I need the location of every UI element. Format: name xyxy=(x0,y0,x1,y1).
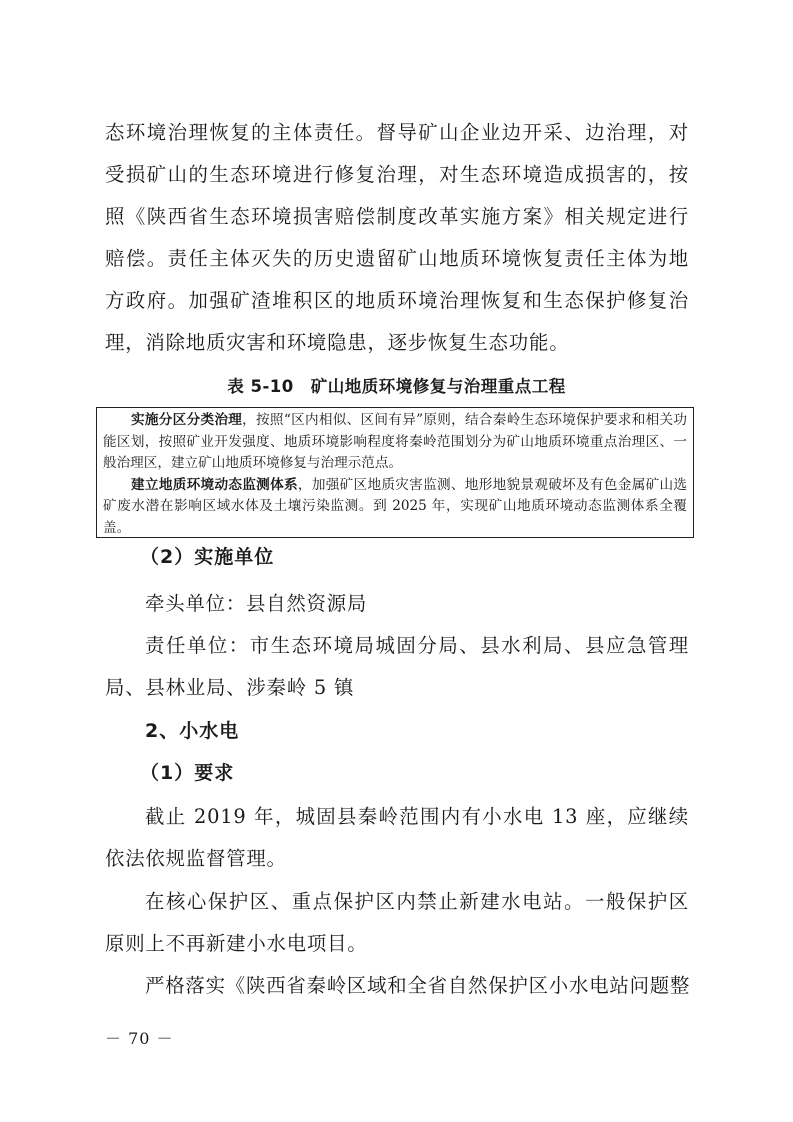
table-row-monitoring-text: ，加强矿区地质灾害监测、地形地貌景观破坏及有色金属矿山选矿废水潜在影响区域水体及土壤污染监测。到 2025 年，实现矿山地质环境动态监测体系全覆盖。 xyxy=(103,476,688,536)
section-heading-requirements: （1）要求 xyxy=(140,762,235,784)
hydro-paragraph-3: 严格落实《陕西省秦岭区域和全省自然保护区小水电站问题整 xyxy=(145,974,691,997)
table-row-zoning xyxy=(103,410,687,475)
section-heading-small-hydropower: 2、小水电 xyxy=(145,720,240,742)
table-row-zoning-bold: 实施分区分类治理 xyxy=(131,412,243,428)
table-row-zoning-text: ，按照“区内相似、区间有异”原则，结合秦岭生态环境保护要求和相关功能区划，按照矿业开发强度、地质环境影响程度将秦岭范围划分为矿山地质环境重点治理区、一般治理区，建立矿山地质环境修复与治理示范点。 xyxy=(103,412,687,472)
lead-unit: 牵头单位：县自然资源局 xyxy=(145,592,368,615)
hydro-paragraph-2: 在核心保护区、重点保护区内禁止新建水电站。一般保护区原则上不再新建小水电项目。 xyxy=(105,890,689,955)
table-row-monitoring-bold: 建立地质环境动态监测体系 xyxy=(131,476,298,493)
key-project-table xyxy=(96,407,694,538)
responsible-units: 责任单位：市生态环境局城固分局、县水利局、县应急管理局、县林业局、涉秦岭 5 镇 xyxy=(105,634,689,699)
table-row-monitoring xyxy=(103,475,687,540)
table-title: 表 5-10 矿山地质环境修复与治理重点工程 xyxy=(227,377,566,396)
hydro-paragraph-1: 截止 2019 年，城固县秦岭范围内有小水电 13 座，应继续依法依规监督管理。 xyxy=(105,805,689,870)
intro-paragraph: 态环境治理恢复的主体责任。督导矿山企业边开采、边治理，对受损矿山的生态环境进行修复治理，对生态环境造成损害的，按照《陕西省生态环境损害赔偿制度改革实施方案》相关规定进行赔偿。责任主体灭失的历史遗留矿山地质环境恢复责任主体为地方政府。加强矿渣堆积区的地质环境治理恢复和生态保护修复治理，消除地质灾害和环境隐患，逐步恢复生态功能。 xyxy=(105,121,689,354)
section-heading-implementation-units: （2）实施单位 xyxy=(140,546,275,568)
page-number: － 70 － xyxy=(105,1029,174,1048)
